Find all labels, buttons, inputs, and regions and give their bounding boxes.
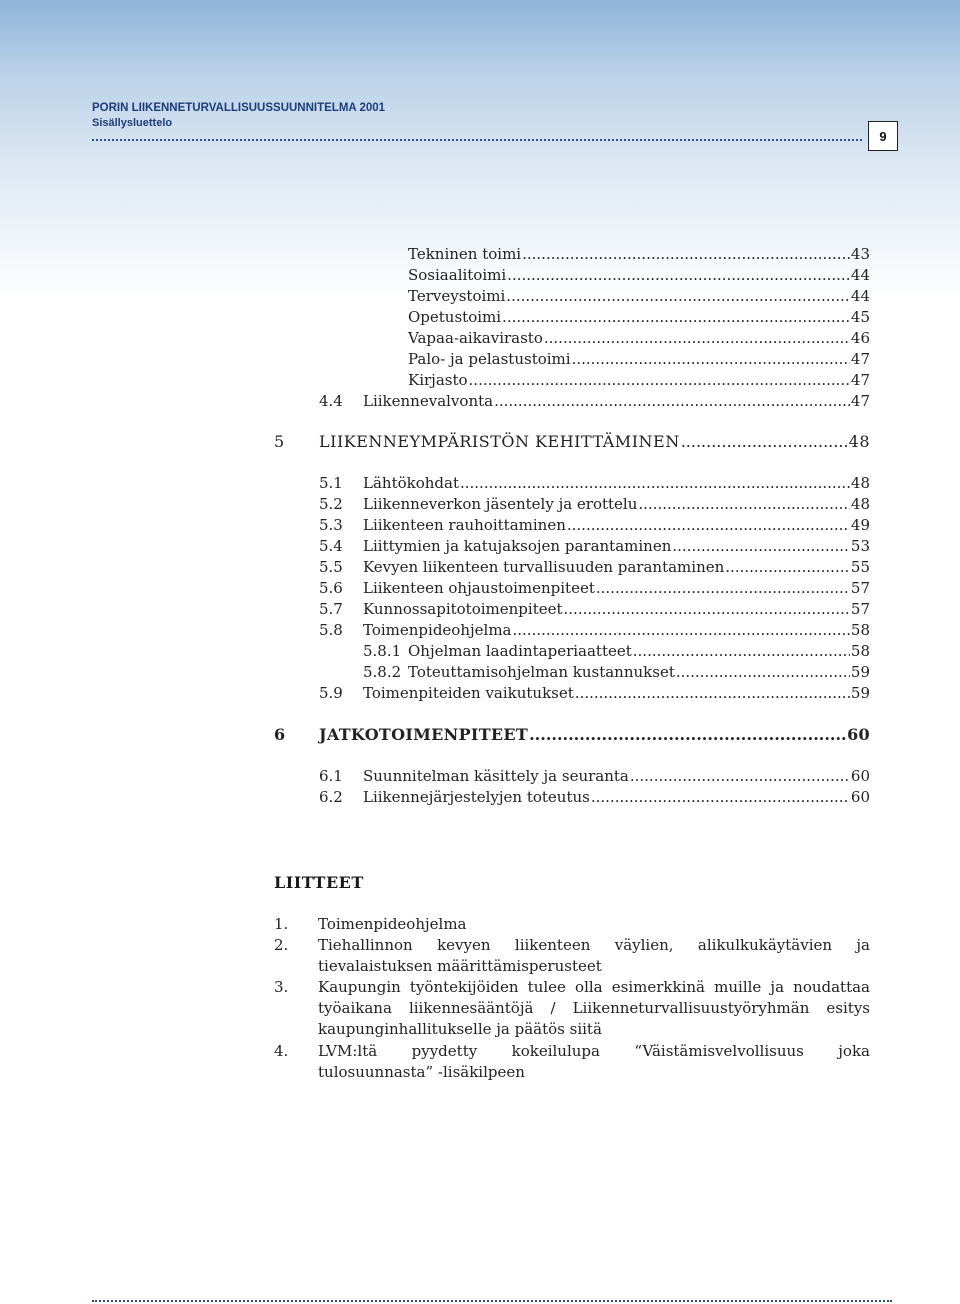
toc-label: Tekninen toimi (408, 245, 522, 263)
appendix-text: Toimenpideohjelma (318, 915, 467, 933)
toc-entry (408, 243, 870, 265)
toc-page: 57 (850, 579, 870, 597)
appendix-item (274, 1041, 870, 1083)
toc-label: LIIKENNEYMPÄRISTÖN KEHITTÄMINEN (319, 432, 680, 451)
toc-label: Toimenpideohjelma (363, 621, 512, 639)
appendix-item (274, 914, 870, 935)
toc-number: 5.5 (319, 558, 343, 576)
appendix-text: Kaupungin työntekijöiden tulee olla esimerkkinä muille ja noudattaa työaikana liikennesääntöjä / Liikenneturvallisuustyöryhmän esitys kaupunginhallitukselle ja päätös siitä (318, 978, 870, 1038)
toc-page: 44 (850, 287, 870, 305)
toc-leader (529, 724, 846, 746)
toc-entry (408, 327, 870, 349)
toc-leader (460, 472, 850, 494)
toc-number: 5.4 (319, 537, 343, 555)
toc-label: Liikenteen rauhoittaminen (363, 516, 566, 534)
toc-page: 48 (850, 474, 870, 492)
appendix-number: 3. (274, 978, 289, 996)
toc-entry (408, 264, 870, 286)
toc-label: Terveystoimi (408, 287, 506, 305)
toc-label: JATKOTOIMENPITEET (319, 725, 529, 744)
toc-entry (408, 369, 870, 391)
toc-chapter (274, 431, 870, 453)
toc-page: 47 (850, 392, 870, 410)
toc-entry (319, 619, 870, 641)
toc-leader (567, 514, 850, 536)
toc-leader (681, 431, 848, 453)
toc-number: 5.2 (319, 495, 343, 513)
toc-number: 6.2 (319, 788, 343, 806)
toc-entry (408, 306, 870, 328)
toc-number: 5.9 (319, 684, 343, 702)
toc-leader (502, 306, 850, 328)
toc-page: 47 (850, 350, 870, 368)
header-dotted-rule (92, 139, 862, 141)
toc-leader (544, 327, 850, 349)
toc-page: 59 (850, 684, 870, 702)
toc-number: 6.1 (319, 767, 343, 785)
appendix-number: 1. (274, 915, 289, 933)
toc-page: 49 (850, 516, 870, 534)
toc-leader (506, 285, 850, 307)
toc-leader (633, 640, 850, 662)
toc-number: 5 (274, 432, 285, 451)
toc-entry (319, 786, 870, 808)
toc-leader (513, 619, 850, 641)
toc-leader (507, 264, 850, 286)
toc-number: 5.8.2 (363, 663, 402, 681)
toc-label: Opetustoimi (408, 308, 502, 326)
toc-page: 60 (850, 767, 870, 785)
toc-page: 58 (850, 642, 870, 660)
toc-page: 47 (850, 371, 870, 389)
toc-page: 53 (850, 537, 870, 555)
toc-label: Liikennejärjestelyjen toteutus (363, 788, 590, 806)
toc-number: 5.7 (319, 600, 343, 618)
toc-entry (319, 390, 870, 412)
appendix-item (274, 977, 870, 1040)
toc-entry (319, 577, 870, 599)
toc-number: 5.8.1 (363, 642, 402, 660)
toc-page: 60 (847, 725, 870, 744)
toc-page: 59 (850, 663, 870, 681)
toc-entry (363, 640, 870, 662)
page-number-box (868, 121, 898, 151)
toc-entry (408, 285, 870, 307)
appendix-number: 4. (274, 1042, 289, 1060)
toc-label: Kunnossapitotoimenpiteet (363, 600, 563, 618)
toc-page: 44 (850, 266, 870, 284)
toc-leader (591, 786, 850, 808)
toc-leader (672, 535, 850, 557)
toc-chapter (274, 724, 870, 746)
toc-page: 55 (850, 558, 870, 576)
toc-label: Vapaa-aikavirasto (408, 329, 543, 347)
toc-leader (596, 577, 850, 599)
toc-number: 5.1 (319, 474, 343, 492)
toc-entry (319, 765, 870, 787)
toc-leader (564, 598, 850, 620)
toc-page: 43 (850, 245, 870, 263)
toc-number: 6 (274, 725, 286, 744)
toc-entry (319, 514, 870, 536)
toc-number: 5.8 (319, 621, 343, 639)
document-title: PORIN LIIKENNETURVALLISUUSSUUNNITELMA 2001 (92, 102, 386, 114)
toc-leader (725, 556, 850, 578)
appendices-heading: LIITTEET (274, 873, 364, 892)
toc-page: 45 (850, 308, 870, 326)
toc-label: Liikenteen ohjaustoimenpiteet (363, 579, 595, 597)
appendix-text: Tiehallinnon kevyen liikenteen väylien, alikulkukäytävien ja tievalaistuksen määrittämisperusteet (318, 936, 870, 975)
toc-label: Ohjelman laadintaperiaatteet (408, 642, 632, 660)
toc-page: 48 (850, 495, 870, 513)
toc-label: Toimenpiteiden vaikutukset (363, 684, 574, 702)
toc-label: Suunnitelman käsittely ja seuranta (363, 767, 629, 785)
toc-label: Kirjasto (408, 371, 468, 389)
toc-leader (575, 682, 850, 704)
toc-leader (572, 348, 850, 370)
toc-label: Kevyen liikenteen turvallisuuden parantaminen (363, 558, 725, 576)
toc-page: 60 (850, 788, 870, 806)
toc-page: 48 (848, 432, 870, 451)
toc-entry (319, 535, 870, 557)
toc-leader (522, 243, 850, 265)
appendix-text: LVM:ltä pyydetty kokeilulupa “Väistämisvelvollisuus joka tulosuunnasta” -lisäkilpeen (318, 1042, 870, 1081)
toc-label: Lähtökohdat (363, 474, 459, 492)
toc-entry (319, 493, 870, 515)
toc-number: 5.3 (319, 516, 343, 534)
toc-page: 57 (850, 600, 870, 618)
toc-leader (638, 493, 850, 515)
toc-entry (363, 661, 870, 683)
toc-leader (494, 390, 850, 412)
appendix-item (274, 935, 870, 977)
toc-leader (676, 661, 850, 683)
toc-entry (319, 598, 870, 620)
toc-page: 58 (850, 621, 870, 639)
toc-entry (408, 348, 870, 370)
toc-number: 5.6 (319, 579, 343, 597)
toc-label: Sosiaalitoimi (408, 266, 507, 284)
appendix-number: 2. (274, 936, 289, 954)
footer-dotted-rule (92, 1300, 892, 1302)
toc-label: Liittymien ja katujaksojen parantaminen (363, 537, 672, 555)
toc-leader (469, 369, 850, 391)
toc-page: 46 (850, 329, 870, 347)
toc-number: 4.4 (319, 392, 343, 410)
toc-label: Toteuttamisohjelman kustannukset (408, 663, 675, 681)
toc-label: Liikennevalvonta (363, 392, 494, 410)
toc-entry (319, 556, 870, 578)
page-number: 9 (879, 128, 887, 144)
toc-entry (319, 472, 870, 494)
toc-label: Liikenneverkon jäsentely ja erottelu (363, 495, 638, 513)
section-name: Sisällysluettelo (92, 117, 173, 129)
toc-leader (630, 765, 850, 787)
toc-label: Palo- ja pelastustoimi (408, 350, 571, 368)
toc-entry (319, 682, 870, 704)
